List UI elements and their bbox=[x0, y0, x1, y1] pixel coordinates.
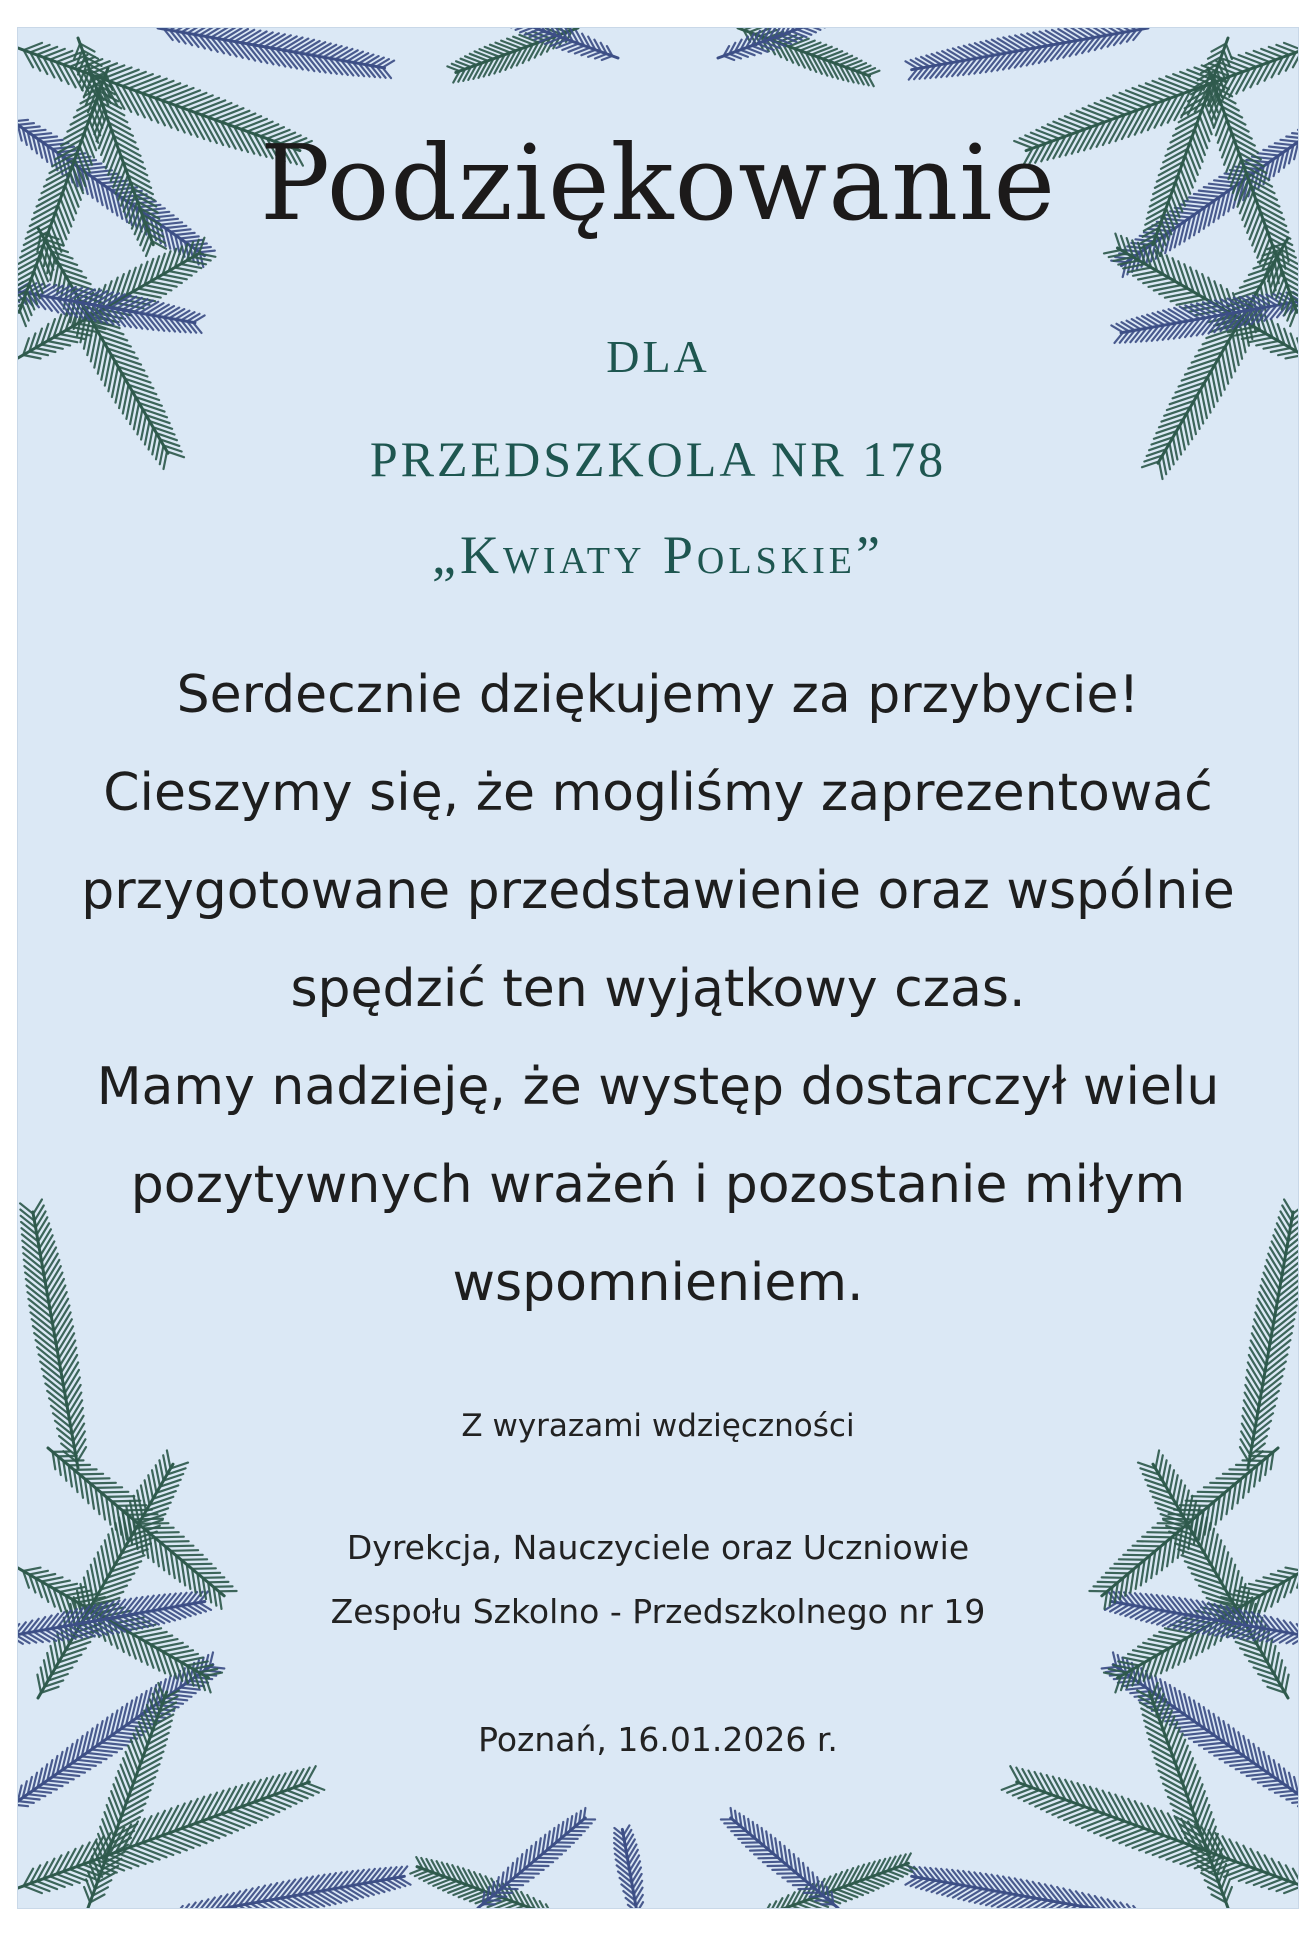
thanks-message bbox=[78, 646, 1238, 1332]
message-line: pozytywnych wrażeń i pozostanie miłym bbox=[130, 1155, 1186, 1215]
school-name: „Kwiaty Polskie” bbox=[432, 525, 884, 585]
certificate-title: Podziękowanie bbox=[260, 122, 1056, 244]
message-line: przygotowane przedstawienie oraz wspólnie bbox=[81, 861, 1235, 921]
signature-line-1: Dyrekcja, Nauczyciele oraz Uczniowie bbox=[346, 1528, 970, 1567]
signature-line-2: Zespołu Szkolno - Przedszkolnego nr 19 bbox=[330, 1592, 986, 1631]
message-line: spędzić ten wyjątkowy czas. bbox=[290, 959, 1026, 1019]
certificate-content bbox=[18, 28, 1298, 1908]
place-date: Poznań, 16.01.2026 r. bbox=[478, 1720, 838, 1759]
message-line: wspomnieniem. bbox=[452, 1253, 864, 1313]
school-label: PRZEDSZKOLA NR 178 bbox=[369, 431, 947, 487]
message-line: Cieszymy się, że mogliśmy zaprezentować bbox=[103, 763, 1213, 823]
certificate-sheet bbox=[18, 28, 1298, 1908]
message-line: Mamy nadzieję, że występ dostarczył wielu bbox=[96, 1057, 1220, 1117]
for-label: DLA bbox=[606, 331, 710, 382]
message-line: Serdecznie dziękujemy za przybycie! bbox=[176, 665, 1140, 725]
closing-phrase: Z wyrazami wdzięczności bbox=[461, 1408, 855, 1444]
